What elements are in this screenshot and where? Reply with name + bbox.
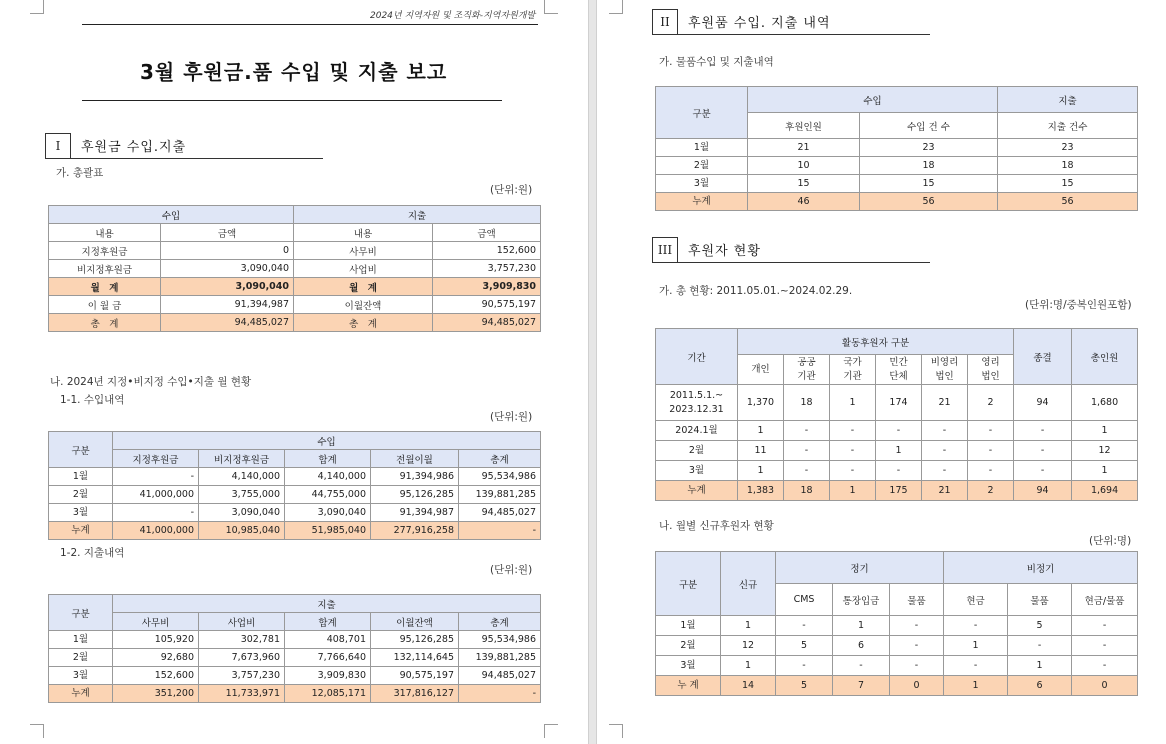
- document-title: 3월 후원금.품 수입 및 지출 보고: [140, 60, 448, 84]
- amount-header: 금액: [161, 224, 294, 242]
- cell-value: -: [784, 441, 830, 461]
- column-header: 공공 기관: [784, 355, 830, 385]
- cell-value: 1,694: [1072, 481, 1138, 501]
- cell-value: 5: [1008, 616, 1072, 636]
- cell-value: -: [776, 616, 833, 636]
- table-row: [49, 260, 541, 278]
- column-header: 전월이월: [371, 450, 459, 468]
- table-row: [656, 616, 1138, 636]
- column-header: CMS: [776, 584, 833, 616]
- cell-value: 7,766,640: [285, 649, 371, 667]
- income-group-header: 수입: [748, 87, 998, 113]
- summary-table: [48, 205, 541, 332]
- cell-value: 56: [998, 193, 1138, 211]
- content-header: 내용: [49, 224, 161, 242]
- crop-mark: [30, 0, 44, 14]
- cell-value: -: [830, 441, 876, 461]
- cell-value: -: [1072, 656, 1138, 676]
- cell-value: 1: [738, 461, 784, 481]
- row-label: 2월: [656, 157, 748, 175]
- cell-value: 91,394,987: [161, 296, 294, 314]
- crop-mark: [544, 724, 558, 738]
- column-header: 개인: [738, 355, 784, 385]
- cell-value: -: [113, 468, 199, 486]
- crop-mark: [609, 0, 623, 14]
- ended-header: 종결: [1014, 329, 1072, 385]
- regular-header: 정기: [776, 552, 944, 584]
- column-header: 지정후원금: [113, 450, 199, 468]
- cell-value: 10: [748, 157, 860, 175]
- summary-label: 가. 총괄표: [56, 167, 104, 179]
- table-row: [49, 522, 541, 540]
- cell-value: 94,485,027: [459, 504, 541, 522]
- cell-value: 95,534,986: [459, 631, 541, 649]
- cell-value: 91,394,986: [371, 468, 459, 486]
- cell-value: 7: [833, 676, 890, 696]
- cell-value: 21: [922, 385, 968, 421]
- income-detail-label: 1-1. 수입내역: [60, 394, 125, 406]
- expense-table: [48, 594, 541, 703]
- column-header: 국가 기관: [830, 355, 876, 385]
- row-label: 누 계: [656, 676, 721, 696]
- section-heading-2: [652, 9, 930, 35]
- cell-value: -: [833, 656, 890, 676]
- cell-value: 11: [738, 441, 784, 461]
- expense-header: 지출: [294, 206, 541, 224]
- column-header: 합계: [285, 450, 371, 468]
- cell-value: 90,575,197: [371, 667, 459, 685]
- table-row: [49, 296, 541, 314]
- cell-value: -: [1014, 421, 1072, 441]
- table-row: [49, 468, 541, 486]
- cell-value: 15: [860, 175, 998, 193]
- income-table: [48, 431, 541, 540]
- cell-value: -: [1072, 616, 1138, 636]
- cell-value: 94,485,027: [459, 667, 541, 685]
- active-group-header: 활동후원자 구분: [738, 329, 1014, 355]
- cell-value: 18: [784, 481, 830, 501]
- cell-value: 1: [944, 636, 1008, 656]
- cell-value: 0: [1072, 676, 1138, 696]
- cell-value: -: [944, 616, 1008, 636]
- unit-label: (단위:명): [1089, 535, 1132, 547]
- row-label: 지정후원금: [49, 242, 161, 260]
- cell-value: -: [1014, 461, 1072, 481]
- cell-value: 1: [830, 481, 876, 501]
- column-header: 수입 건 수: [860, 113, 998, 139]
- table-row: [656, 461, 1138, 481]
- cell-value: 5: [776, 636, 833, 656]
- cell-value: 0: [890, 676, 944, 696]
- cell-value: 95,534,986: [459, 468, 541, 486]
- row-label: 1월: [656, 139, 748, 157]
- cell-value: 1: [1008, 656, 1072, 676]
- row-label: 2011.5.1.~ 2023.12.31: [656, 385, 738, 421]
- expense-group-header: 지출: [113, 595, 541, 613]
- expense-group-header: 지출: [998, 87, 1138, 113]
- cell-value: 1: [738, 421, 784, 441]
- table-row: [49, 667, 541, 685]
- row-label: 2월: [656, 636, 721, 656]
- cell-value: 94: [1014, 385, 1072, 421]
- cell-value: 18: [784, 385, 830, 421]
- cell-value: -: [968, 421, 1014, 441]
- column-header: 통장입금: [833, 584, 890, 616]
- column-header: 현금/물품: [1072, 584, 1138, 616]
- row-label: 1월: [49, 468, 113, 486]
- cell-value: 15: [748, 175, 860, 193]
- column-header: 민간 단체: [876, 355, 922, 385]
- column-header: 사무비: [113, 613, 199, 631]
- cell-value: 3,909,830: [285, 667, 371, 685]
- corner-header: 구분: [656, 87, 748, 139]
- table-row: [656, 676, 1138, 696]
- cell-value: 1: [833, 616, 890, 636]
- cell-value: 0: [161, 242, 294, 260]
- cell-value: 1,680: [1072, 385, 1138, 421]
- unit-label: (단위:원): [490, 184, 533, 196]
- cell-value: -: [922, 441, 968, 461]
- cell-value: -: [890, 636, 944, 656]
- table-row: [656, 441, 1138, 461]
- section-number: II: [652, 9, 678, 35]
- income-header: 수입: [49, 206, 294, 224]
- column-header: 사업비: [199, 613, 285, 631]
- cell-value: 12: [721, 636, 776, 656]
- total-header: 총인원: [1072, 329, 1138, 385]
- cell-value: 1: [1072, 461, 1138, 481]
- cell-value: 95,126,285: [371, 631, 459, 649]
- cell-value: 94: [1014, 481, 1072, 501]
- cell-value: 1,370: [738, 385, 784, 421]
- cell-value: 21: [922, 481, 968, 501]
- cell-value: -: [459, 522, 541, 540]
- cell-value: 3,757,230: [433, 260, 541, 278]
- content-header: 내용: [294, 224, 433, 242]
- section-number: I: [45, 133, 71, 159]
- cell-value: 1: [944, 676, 1008, 696]
- cell-value: 6: [833, 636, 890, 656]
- table-row: [656, 481, 1138, 501]
- cell-value: 15: [998, 175, 1138, 193]
- column-header: 물품: [1008, 584, 1072, 616]
- running-header: 2024년 지역자원 및 조직화-지역자원개발: [370, 11, 536, 21]
- cell-value: 91,394,987: [371, 504, 459, 522]
- expense-detail-label: 1-2. 지출내역: [60, 547, 125, 559]
- right-page: [597, 0, 1166, 744]
- cell-value: -: [784, 461, 830, 481]
- cell-value: 302,781: [199, 631, 285, 649]
- table-row: [656, 385, 1138, 421]
- corner-header: 구분: [656, 552, 721, 616]
- cell-value: 132,114,645: [371, 649, 459, 667]
- cell-value: -: [459, 685, 541, 703]
- cell-value: 4,140,000: [285, 468, 371, 486]
- cell-value: 3,909,830: [433, 278, 541, 296]
- row-label: 이월잔액: [294, 296, 433, 314]
- crop-mark: [544, 0, 558, 14]
- cell-value: 14: [721, 676, 776, 696]
- cell-value: 3,090,040: [199, 504, 285, 522]
- cell-value: -: [968, 441, 1014, 461]
- row-label: 3월: [49, 504, 113, 522]
- cell-value: -: [1014, 441, 1072, 461]
- column-header: 비지정후원금: [199, 450, 285, 468]
- cell-value: 105,920: [113, 631, 199, 649]
- table-row: [656, 157, 1138, 175]
- cell-value: 90,575,197: [433, 296, 541, 314]
- cell-value: 351,200: [113, 685, 199, 703]
- corner-header: 구분: [49, 595, 113, 631]
- cell-value: 1: [721, 656, 776, 676]
- table-row: [49, 685, 541, 703]
- page-gutter: [588, 0, 597, 744]
- crop-mark: [30, 724, 44, 738]
- income-group-header: 수입: [113, 432, 541, 450]
- cell-value: 46: [748, 193, 860, 211]
- cell-value: 277,916,258: [371, 522, 459, 540]
- amount-header: 금액: [433, 224, 541, 242]
- cell-value: 92,680: [113, 649, 199, 667]
- cell-value: 317,816,127: [371, 685, 459, 703]
- cell-value: 12,085,171: [285, 685, 371, 703]
- row-label: 이 월 금: [49, 296, 161, 314]
- new-header: 신규: [721, 552, 776, 616]
- row-label: 2월: [49, 486, 113, 504]
- row-label: 1월: [656, 616, 721, 636]
- section-title: 후원금 수입.지출: [81, 140, 187, 155]
- cell-value: 41,000,000: [113, 486, 199, 504]
- row-label: 누계: [49, 685, 113, 703]
- column-header: 후원인원: [748, 113, 860, 139]
- table-row: [656, 656, 1138, 676]
- cell-value: -: [922, 461, 968, 481]
- column-header: 물품: [890, 584, 944, 616]
- unit-label: (단위:원): [490, 411, 533, 423]
- column-header: 지출 건수: [998, 113, 1138, 139]
- cell-value: 5: [776, 676, 833, 696]
- cell-value: 1: [721, 616, 776, 636]
- cell-value: 1: [1072, 421, 1138, 441]
- goods-label: 가. 물품수입 및 지출내역: [659, 56, 774, 68]
- row-label: 총 계: [49, 314, 161, 332]
- cell-value: 1: [830, 385, 876, 421]
- table-row: [656, 139, 1138, 157]
- table-row: [656, 421, 1138, 441]
- monthly-status-label: 나. 2024년 지정•비지정 수입•지출 월 현황: [50, 376, 252, 388]
- table-row: [49, 278, 541, 296]
- table-row: [49, 504, 541, 522]
- cell-value: 139,881,285: [459, 649, 541, 667]
- cell-value: 41,000,000: [113, 522, 199, 540]
- cell-value: 11,733,971: [199, 685, 285, 703]
- cell-value: 23: [998, 139, 1138, 157]
- cell-value: -: [876, 461, 922, 481]
- cell-value: 44,755,000: [285, 486, 371, 504]
- table-row: [49, 631, 541, 649]
- cell-value: 10,985,040: [199, 522, 285, 540]
- column-header: 이월잔액: [371, 613, 459, 631]
- cell-value: 18: [998, 157, 1138, 175]
- cell-value: 18: [860, 157, 998, 175]
- cell-value: 175: [876, 481, 922, 501]
- section-title: 후원자 현황: [688, 244, 761, 259]
- column-header: 합계: [285, 613, 371, 631]
- row-label: 3월: [656, 175, 748, 193]
- section-heading-1: [45, 133, 323, 159]
- row-label: 총 계: [294, 314, 433, 332]
- cell-value: -: [944, 656, 1008, 676]
- cell-value: 3,755,000: [199, 486, 285, 504]
- row-label: 2월: [49, 649, 113, 667]
- sponsor-table: [655, 328, 1138, 501]
- table-row: [656, 175, 1138, 193]
- cell-value: -: [830, 421, 876, 441]
- cell-value: 3,757,230: [199, 667, 285, 685]
- cell-value: -: [922, 421, 968, 441]
- cell-value: 152,600: [113, 667, 199, 685]
- column-header: 총계: [459, 450, 541, 468]
- irregular-header: 비정기: [944, 552, 1138, 584]
- row-label: 3월: [49, 667, 113, 685]
- cell-value: -: [830, 461, 876, 481]
- cell-value: 94,485,027: [433, 314, 541, 332]
- cell-value: 174: [876, 385, 922, 421]
- cell-value: 1: [876, 441, 922, 461]
- sponsor-total-label: 가. 총 현황: 2011.05.01.~2024.02.29.: [659, 285, 853, 297]
- cell-value: 2: [968, 481, 1014, 501]
- row-label: 누계: [656, 193, 748, 211]
- column-header: 현금: [944, 584, 1008, 616]
- cell-value: -: [776, 656, 833, 676]
- goods-table: [655, 86, 1138, 211]
- row-label: 사무비: [294, 242, 433, 260]
- column-header: 비영리 법인: [922, 355, 968, 385]
- header-rule: [82, 24, 538, 25]
- cell-value: 3,090,040: [161, 278, 294, 296]
- cell-value: 7,673,960: [199, 649, 285, 667]
- row-label: 사업비: [294, 260, 433, 278]
- table-row: [656, 636, 1138, 656]
- crop-mark: [609, 724, 623, 738]
- column-header: 영리 법인: [968, 355, 1014, 385]
- cell-value: -: [890, 656, 944, 676]
- cell-value: -: [1072, 636, 1138, 656]
- row-label: 누계: [49, 522, 113, 540]
- cell-value: -: [890, 616, 944, 636]
- corner-header: 구분: [49, 432, 113, 468]
- cell-value: 95,126,285: [371, 486, 459, 504]
- cell-value: 51,985,040: [285, 522, 371, 540]
- new-sponsor-label: 나. 월별 신규후원자 현황: [659, 520, 774, 532]
- cell-value: 23: [860, 139, 998, 157]
- table-row: [656, 193, 1138, 211]
- cell-value: -: [113, 504, 199, 522]
- cell-value: -: [1008, 636, 1072, 656]
- cell-value: 21: [748, 139, 860, 157]
- table-row: [49, 486, 541, 504]
- cell-value: 2: [968, 385, 1014, 421]
- title-rule: [82, 100, 502, 101]
- cell-value: 3,090,040: [285, 504, 371, 522]
- row-label: 비지정후원금: [49, 260, 161, 278]
- cell-value: 3,090,040: [161, 260, 294, 278]
- row-label: 누계: [656, 481, 738, 501]
- cell-value: 139,881,285: [459, 486, 541, 504]
- cell-value: 12: [1072, 441, 1138, 461]
- cell-value: -: [784, 421, 830, 441]
- cell-value: 94,485,027: [161, 314, 294, 332]
- row-label: 월 계: [294, 278, 433, 296]
- row-label: 3월: [656, 656, 721, 676]
- table-row: [49, 242, 541, 260]
- table-row: [49, 314, 541, 332]
- cell-value: 56: [860, 193, 998, 211]
- unit-label: (단위:원): [490, 564, 533, 576]
- new-sponsor-table: [655, 551, 1138, 696]
- column-header: 총계: [459, 613, 541, 631]
- section-heading-3: [652, 237, 930, 263]
- cell-value: 4,140,000: [199, 468, 285, 486]
- row-label: 월 계: [49, 278, 161, 296]
- period-header: 기간: [656, 329, 738, 385]
- cell-value: 1,383: [738, 481, 784, 501]
- section-number: III: [652, 237, 678, 263]
- cell-value: 6: [1008, 676, 1072, 696]
- row-label: 2월: [656, 441, 738, 461]
- cell-value: -: [876, 421, 922, 441]
- row-label: 2024.1월: [656, 421, 738, 441]
- row-label: 3월: [656, 461, 738, 481]
- cell-value: -: [968, 461, 1014, 481]
- unit-label: (단위:명/중복인원포함): [1025, 299, 1132, 311]
- section-title: 후원품 수입. 지출 내역: [688, 16, 831, 31]
- cell-value: 408,701: [285, 631, 371, 649]
- row-label: 1월: [49, 631, 113, 649]
- cell-value: 152,600: [433, 242, 541, 260]
- table-row: [49, 649, 541, 667]
